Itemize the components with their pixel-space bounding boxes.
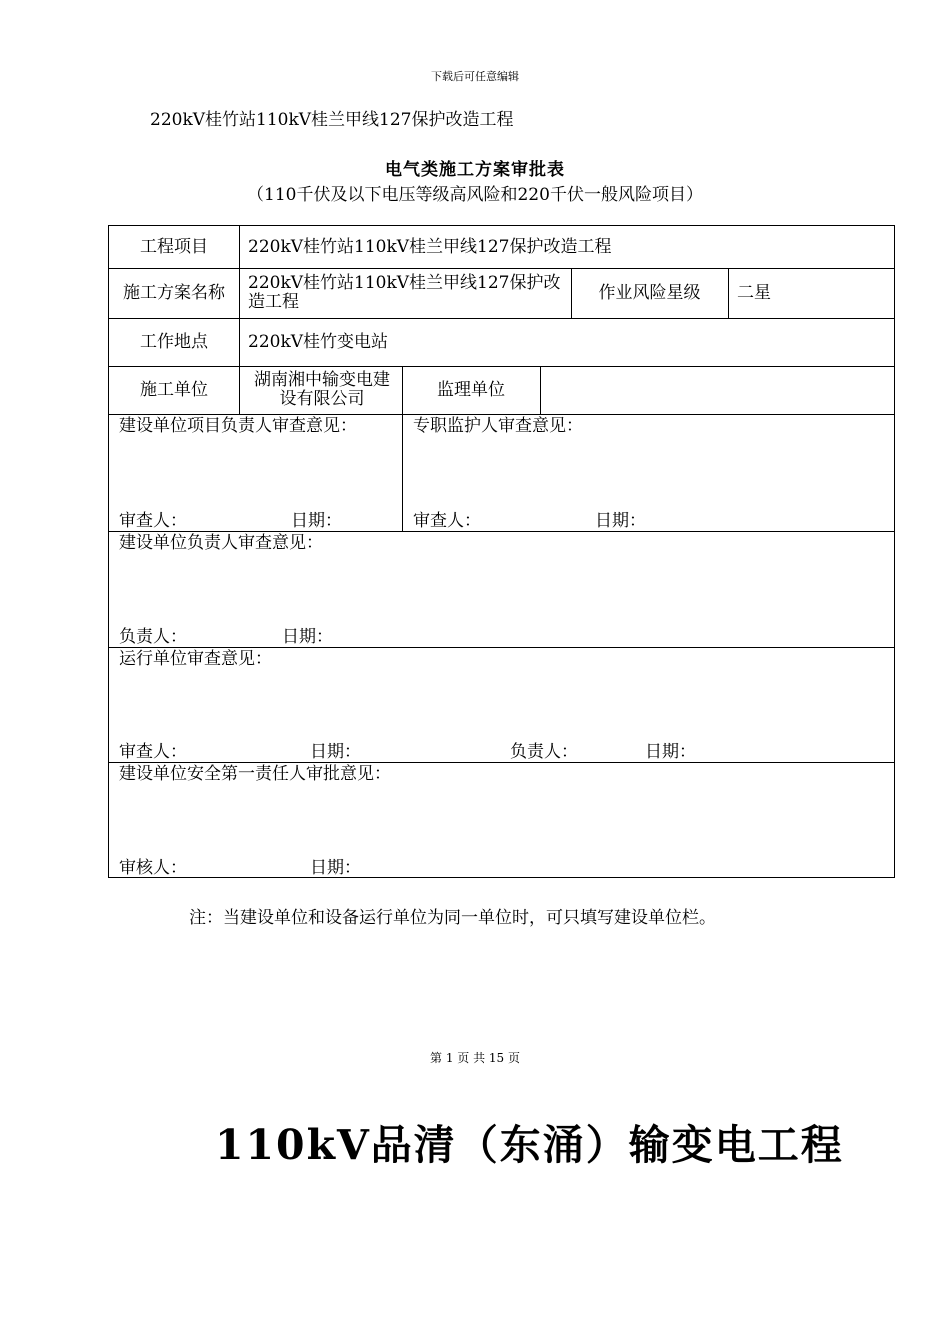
section4-date-label: 日期： bbox=[310, 858, 361, 878]
risk-level-label: 作业风险星级 bbox=[598, 282, 701, 303]
section1-left-date-label: 日期： bbox=[291, 511, 342, 531]
section2-date-label: 日期： bbox=[282, 627, 333, 647]
risk-level-value: 二星 bbox=[737, 282, 771, 303]
project-label: 工程项目 bbox=[140, 236, 208, 257]
section1-right-title: 专职监护人审查意见： bbox=[413, 416, 583, 436]
project-value: 220kV桂竹站110kV桂兰甲线127保护改造工程 bbox=[248, 236, 612, 257]
location-label: 工作地点 bbox=[140, 331, 208, 352]
next-document-title: 110kV品清（东涌）输变电工程 bbox=[215, 1121, 844, 1169]
form-footnote: 注：当建设单位和设备运行单位为同一单位时，可只填写建设单位栏。 bbox=[189, 908, 716, 928]
supervision-unit-value bbox=[540, 366, 896, 414]
section3-date1-label: 日期： bbox=[310, 742, 361, 762]
form-title: 电气类施工方案审批表 bbox=[385, 160, 565, 180]
construction-unit-value: 湖南湘中输变电建设有限公司 bbox=[254, 370, 390, 409]
approval-form-table bbox=[108, 225, 895, 878]
section4-reviewer-label: 审核人： bbox=[119, 858, 187, 878]
section3-date2-label: 日期： bbox=[645, 742, 696, 762]
section1-left-title: 建设单位项目负责人审查意见： bbox=[119, 416, 357, 436]
plan-name-label: 施工方案名称 bbox=[123, 282, 225, 303]
construction-unit-label: 施工单位 bbox=[140, 379, 208, 400]
section1-left-reviewer-label: 审查人： bbox=[119, 511, 187, 531]
location-value: 220kV桂竹变电站 bbox=[248, 331, 389, 352]
page-number: 第 1 页 共 15 页 bbox=[430, 1051, 520, 1065]
section3-title: 运行单位审查意见： bbox=[119, 649, 272, 669]
plan-name-value: 220kV桂竹站110kV桂兰甲线127保护改造工程 bbox=[248, 273, 561, 312]
section3-reviewer-label: 审查人： bbox=[119, 742, 187, 762]
row-divider bbox=[109, 531, 894, 532]
row-divider bbox=[109, 647, 894, 648]
section3-person-label: 负责人： bbox=[510, 742, 578, 762]
supervision-unit-label: 监理单位 bbox=[437, 379, 505, 400]
section2-title: 建设单位负责人审查意见： bbox=[119, 533, 323, 553]
header-note: 下载后可任意编辑 bbox=[431, 70, 519, 83]
form-subtitle: （110千伏及以下电压等级高风险和220千伏一般风险项目） bbox=[247, 185, 703, 205]
row-divider bbox=[109, 414, 894, 415]
section1-right-date-label: 日期： bbox=[595, 511, 646, 531]
project-line: 220kV桂竹站110kV桂兰甲线127保护改造工程 bbox=[150, 110, 514, 130]
section2-person-label: 负责人： bbox=[119, 627, 187, 647]
row-divider bbox=[109, 762, 894, 763]
section4-title: 建设单位安全第一责任人审批意见： bbox=[119, 764, 391, 784]
section1-right-reviewer-label: 审查人： bbox=[413, 511, 481, 531]
